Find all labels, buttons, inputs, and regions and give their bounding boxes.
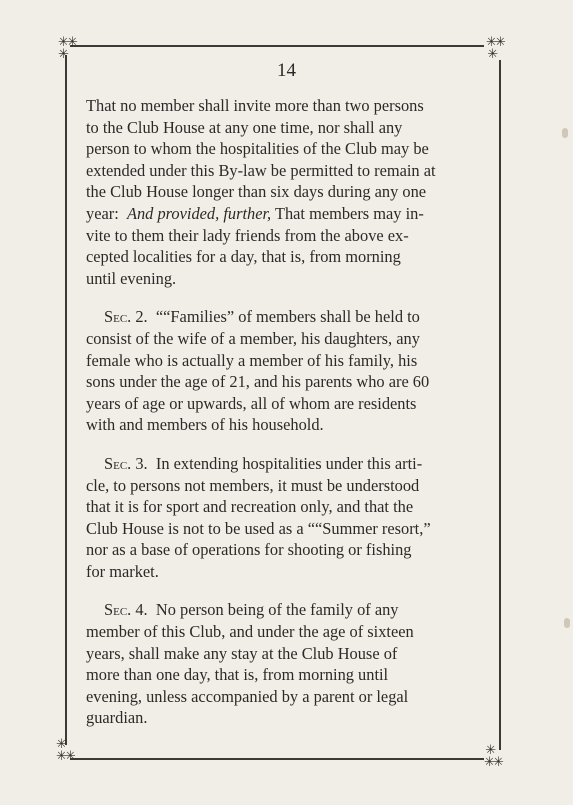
paragraph-3	[86, 453, 486, 583]
text-run: No person being of the family of any	[155, 600, 399, 620]
text-line: the Club House longer than six days during any one	[86, 182, 427, 202]
text-line: years of age or upwards, all of whom are residents	[86, 393, 417, 413]
paragraph-1	[86, 95, 486, 289]
page-text	[86, 95, 486, 746]
section-label: Sec. 3.	[104, 453, 148, 473]
text-line: Club House is not to be used as a ““Summer resort,”	[86, 518, 431, 538]
text-line	[86, 306, 486, 328]
text-line: until evening.	[86, 268, 177, 288]
text-line: cle, to persons not members, it must be understood	[86, 475, 420, 495]
paper-mark	[564, 618, 570, 628]
paper-mark	[562, 128, 568, 138]
paragraph-4	[86, 599, 486, 729]
text-line: sons under the age of 21, and his parents who are 60	[86, 372, 430, 392]
text-line: cepted localities for a day, that is, from morning	[86, 247, 401, 267]
text-run: year:	[86, 203, 119, 223]
border-left	[65, 55, 67, 745]
text-line: member of this Club, and under the age of sixteen	[86, 622, 414, 642]
text-line: years, shall make any stay at the Club House of	[86, 643, 398, 663]
page-number: 14	[277, 60, 296, 81]
text-line	[86, 453, 486, 475]
corner-ornament-bottom-left: ✳ ✳✳	[56, 736, 74, 763]
text-line: extended under this By-law be permitted to remain at	[86, 160, 436, 180]
section-label: Sec. 4.	[104, 600, 148, 620]
text-line: nor as a base of operations for shooting or fishing	[86, 540, 412, 560]
text-line: That no member shall invite more than two persons	[86, 96, 424, 115]
text-line: with and members of his household.	[86, 415, 324, 435]
italic-phrase: And provided, further,	[126, 203, 272, 223]
corner-ornament-bottom-right: ✳ ✳✳	[484, 742, 502, 769]
text-line: more than one day, that is, from morning until	[86, 665, 389, 685]
text-line: consist of the wife of a member, his daughters, any	[86, 328, 420, 348]
text-line: vite to them their lady friends from the above ex-	[86, 225, 409, 245]
text-line: to the Club House at any one time, nor shall any	[86, 117, 403, 137]
text-line: evening, unless accompanied by a parent or legal	[86, 686, 409, 706]
text-line: person to whom the hospitalities of the Club may be	[86, 139, 429, 159]
text-line: for market.	[86, 561, 159, 581]
text-line: guardian.	[86, 708, 148, 728]
paragraph-2	[86, 306, 486, 436]
border-bottom	[70, 758, 484, 760]
section-label: Sec. 2.	[104, 307, 148, 327]
text-line	[86, 599, 486, 621]
border-right	[499, 60, 501, 750]
corner-ornament-top-left: ✳✳ ✳	[58, 34, 76, 61]
text-run: That members may in-	[274, 203, 424, 223]
corner-ornament-top-right: ✳✳ ✳	[486, 34, 504, 61]
text-run: ““Families” of members shall be held to	[155, 307, 420, 327]
text-line: female who is actually a member of his family, his	[86, 350, 418, 370]
text-line: that it is for sport and recreation only, and that the	[86, 497, 414, 517]
text-line	[86, 203, 486, 225]
text-run: In extending hospitalities under this arti-	[155, 453, 423, 473]
border-top	[70, 45, 484, 47]
